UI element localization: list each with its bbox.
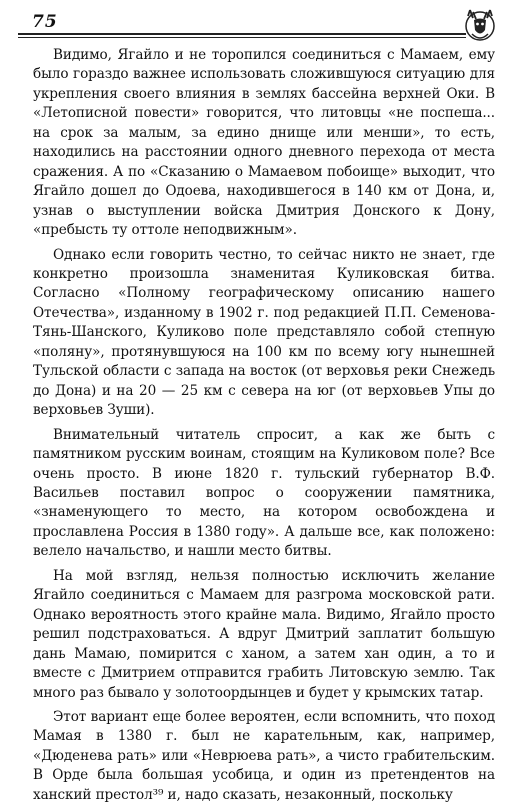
paragraph-4: На мой взгляд, нельзя полностью исключить желание Ягайло соединиться с Мамаем для разгрома московской рати. Однако вероятность этого крайне мала. Видимо, Ягайло просто решил подстраховаться. А вдруг Дмитрий заплатит большую дань Мамаю, помирится с ханом, а затем хан один, а то и вместе с Дмитрием отправится грабить Литовскую землю. Так много раз бывало у золотоордынцев и будет у крымских татар. [33,567,495,701]
body-text [33,46,495,810]
page-header [18,6,506,36]
stag-head-emblem-icon [460,4,500,44]
paragraph-3: Внимательный читатель спросит, а как же быть с памятником русским воинам, стоящим на Куликовом поле? Все очень просто. В июне 1820 г. тульский губернатор В.Ф. Васильев поставил вопрос о сооружении памятника, «знаменующего то место, на котором освобождена и прославлена Россия в 1380 году». А дальше все, как положено: велело начальство, и нашли место битвы. [33,426,495,560]
paragraph-2: Однако если говорить честно, то сейчас никто не знает, где конкретно произошла знаменитая Куликовская битва. Согласно «Полному географическому описанию нашего Отечества», изданному в 1902 г. под редакцией П.П. Семенова-Тянь-Шанского, Куликово поле представляло собой степную «поляну», протянувшуюся на 100 км по всему югу нынешней Тульской области с запада на восток (от верховья реки Снежедь до Дона) и на 20 — 25 км с севера на юг (от верховьев Упы до верховьев Зуши). [33,246,495,419]
header-rule-thin [18,37,466,38]
page-number: 75 [32,12,58,32]
paragraph-5: Этот вариант еще более вероятен, если вспомнить, что поход Мамая в 1380 г. был не карательным, как, например, «Дюденева рать» или «Неврюева рать», а чисто грабительским. В Орде была большая усобица, и один из претендентов на ханский престол³⁹ и, надо сказать, незаконный, поскольку [33,708,495,803]
paragraph-1: Видимо, Ягайло и не торопился соединиться с Мамаем, ему было гораздо важнее использовать сложившуюся ситуацию для укрепления своего влияния в землях бассейна верхней Оки. В «Летописной повести» говорится, что литовцы «не поспеша... на срок за малым, за едино днище или менши», то есть, находились на расстоянии одного дневного перехода от места сражения. А по «Сказанию о Мамаевом побоище» выходит, что Ягайло дошел до Одоева, находившегося в 140 км от Дона, и, узнав о выступлении войска Дмитрия Донского к Дону, «пребысть ту оттоле неподвижным». [33,47,495,239]
header-rule [18,33,466,35]
